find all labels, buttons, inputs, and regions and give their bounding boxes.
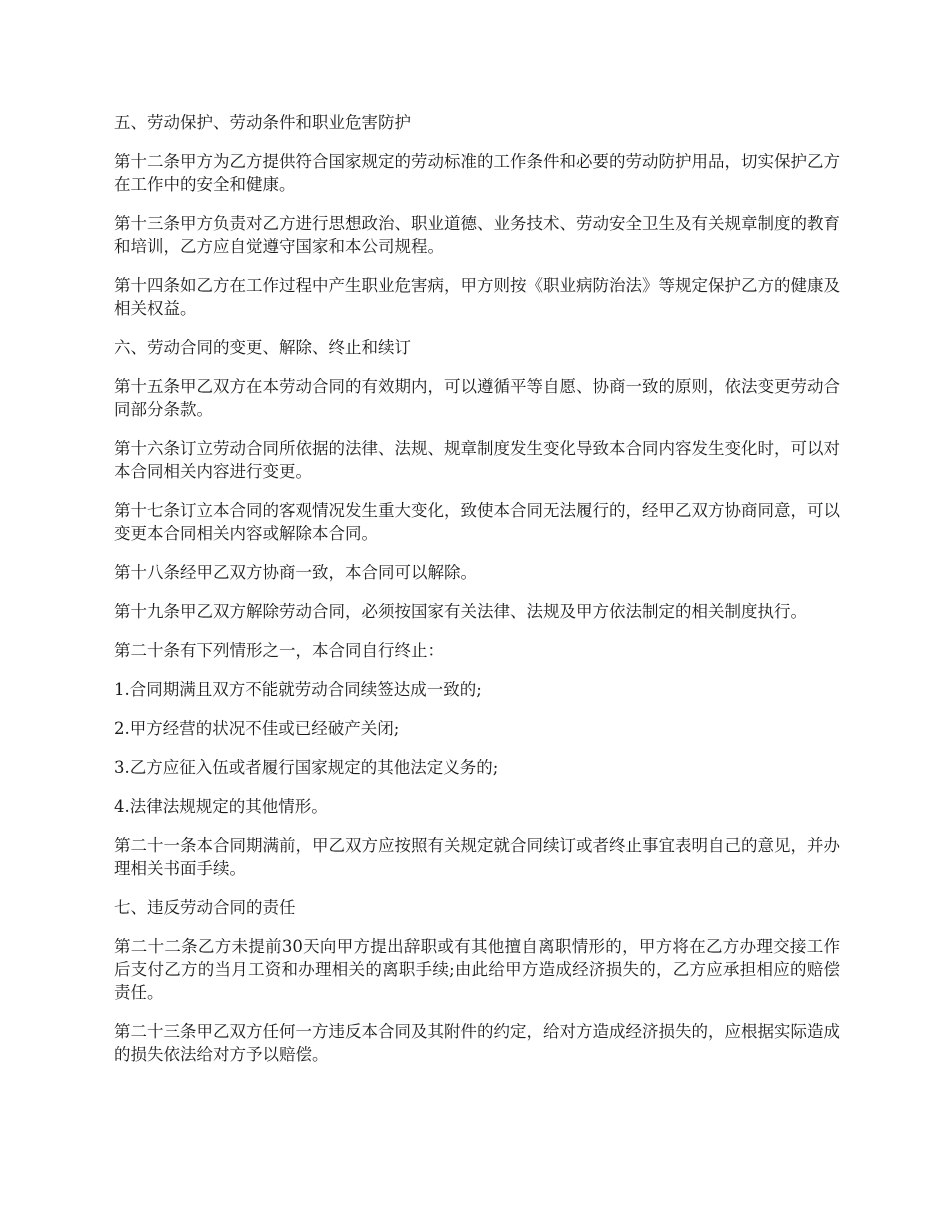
article-15: 第十五条甲乙双方在本劳动合同的有效期内，可以遵循平等自愿、协商一致的原则，依法变更劳动合同部分条款。	[114, 377, 840, 419]
article-21: 第二十一条本合同期满前，甲乙双方应按照有关规定就合同续订或者终止事宜表明自己的意见，并办理相关书面手续。	[114, 836, 840, 878]
section-heading-5: 五、劳动保护、劳动条件和职业危害防护	[114, 113, 411, 132]
article-22: 第二十二条乙方未提前30天向甲方提出辞职或有其他擅自离职情形的，甲方将在乙方办理交接工作后支付乙方的当月工资和办理相关的离职手续;由此给甲方造成经济损失的，乙方应承担相应的赔偿责任。	[114, 937, 840, 1002]
article-13: 第十三条甲方负责对乙方进行思想政治、职业道德、业务技术、劳动安全卫生及有关规章制度的教育和培训，乙方应自觉遵守国家和本公司规程。	[114, 214, 840, 256]
article-17: 第十七条订立本合同的客观情况发生重大变化，致使本合同无法履行的，经甲乙双方协商同意，可以变更本合同相关内容或解除本合同。	[114, 501, 840, 543]
article-19: 第十九条甲乙双方解除劳动合同，必须按国家有关法律、法规及甲方依法制定的相关制度执行。	[114, 602, 807, 621]
list-item-1: 1.合同期满且双方不能就劳动合同续签达成一致的;	[114, 680, 482, 699]
list-item-4: 4.法律法规规定的其他情形。	[114, 797, 328, 816]
section-heading-7: 七、违反劳动合同的责任	[114, 898, 296, 917]
article-16: 第十六条订立劳动合同所依据的法律、法规、规章制度发生变化导致本合同内容发生变化时，可以对本合同相关内容进行变更。	[114, 439, 840, 481]
article-18: 第十八条经甲乙双方协商一致，本合同可以解除。	[114, 563, 477, 582]
article-20: 第二十条有下列情形之一，本合同自行终止：	[114, 641, 444, 660]
article-14: 第十四条如乙方在工作过程中产生职业危害病，甲方则按《职业病防治法》等规定保护乙方的健康及相关权益。	[114, 276, 840, 318]
document-page	[114, 111, 840, 1082]
list-item-2: 2.甲方经营的状况不佳或已经破产关闭;	[114, 719, 400, 738]
list-item-3: 3.乙方应征入伍或者履行国家规定的其他法定义务的;	[114, 758, 499, 777]
article-12: 第十二条甲方为乙方提供符合国家规定的劳动标准的工作条件和必要的劳动防护用品，切实保护乙方在工作中的安全和健康。	[114, 152, 840, 194]
section-heading-6: 六、劳动合同的变更、解除、终止和续订	[114, 338, 411, 357]
article-23: 第二十三条甲乙双方任何一方违反本合同及其附件的约定，给对方造成经济损失的，应根据实际造成的损失依法给对方予以赔偿。	[114, 1022, 840, 1064]
